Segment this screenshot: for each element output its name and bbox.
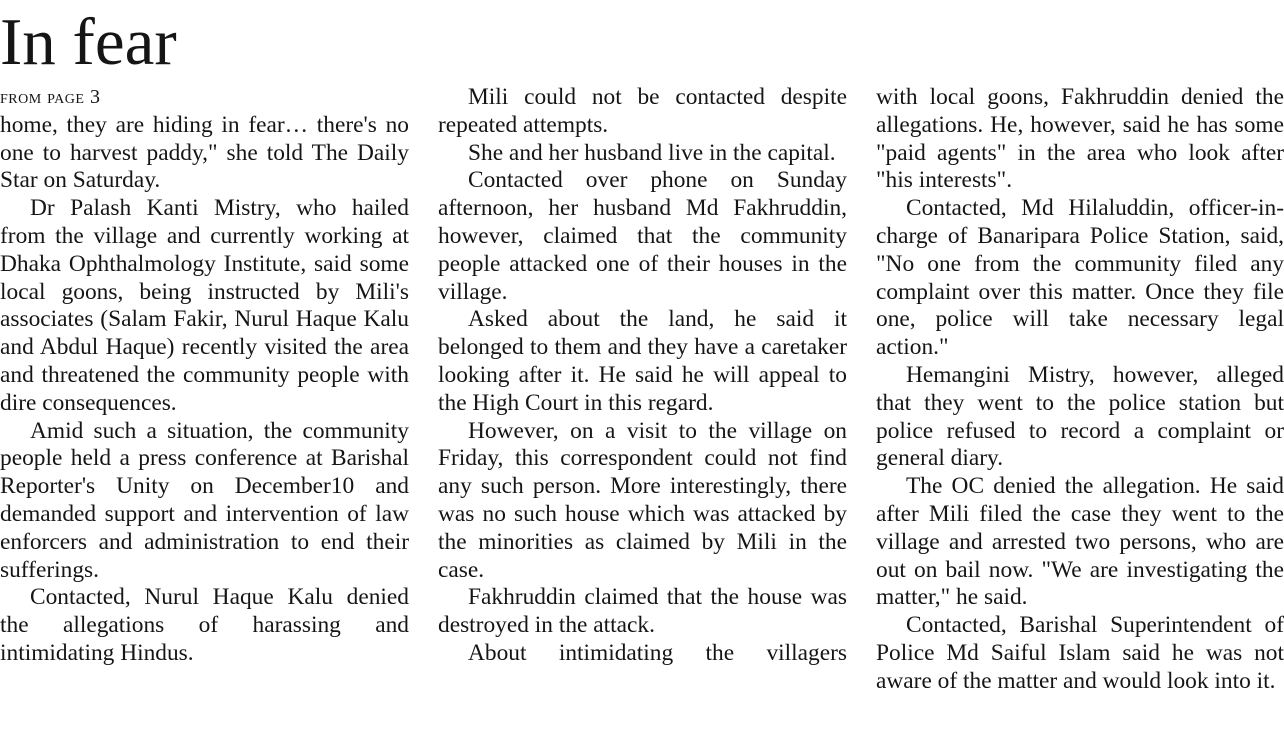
headline: In fear — [0, 5, 177, 79]
article-paragraph: The OC denied the allegation. He said after Mili filed the case they went to the village and arrested two persons, who are out on bail now. "We are investigating the matter," he said. — [876, 473, 1284, 611]
article-column-2 — [438, 84, 847, 668]
article-paragraph: She and her husband live in the capital. — [468, 139, 836, 166]
jump-line: from page 3 — [0, 86, 101, 108]
article-paragraph: Contacted, Nurul Haque Kalu denied the allegations of harassing and intimidating Hindus. — [0, 584, 409, 666]
article-paragraph: Contacted over phone on Sunday afternoon, her husband Md Fakhruddin, however, claimed that the community people attacked one of their houses in the village. — [438, 167, 847, 305]
article-paragraph: home, they are hiding in fear… there's no one to harvest paddy," she told The Daily Star on Saturday. — [0, 111, 409, 194]
article-paragraph: Contacted, Barishal Superintendent of Police Md Saiful Islam said he was not aware of the matter and would look into it. — [876, 612, 1284, 694]
article-paragraph: Amid such a situation, the community people held a press conference at Barishal Reporter's Unity on December10 and demanded support and intervention of law enforcers and administration to end their sufferings. — [0, 417, 409, 583]
article-paragraph: Hemangini Mistry, however, alleged that they went to the police station but police refused to record a complaint or general diary. — [876, 361, 1284, 472]
article-paragraph: Dr Palash Kanti Mistry, who hailed from the village and currently working at Dhaka Ophthalmology Institute, said some local goons, being instructed by Mili's associates (Salam Fakir, Nurul Haque Kalu and Abdul Haque) recently visited the area and threatened the community people with dire consequences. — [0, 195, 409, 416]
article-paragraph: Fakhruddin claimed that the house was destroyed in the attack. — [438, 584, 847, 639]
article-column-3 — [876, 84, 1284, 696]
article-paragraph: with local goons, Fakhruddin denied the allegations. He, however, said he has some "paid agents" in the area who look after "his interests". — [876, 84, 1284, 194]
article-paragraph: However, on a visit to the village on Friday, this correspondent could not find any such person. More interestingly, there was no such house which was attacked by the minorities as claimed by Mili in the case. — [438, 417, 847, 583]
article-column-1 — [0, 84, 409, 668]
article-paragraph: Asked about the land, he said it belonged to them and they have a caretaker looking after it. He said he will appeal to the High Court in this regard. — [438, 306, 847, 416]
article-paragraph: Contacted, Md Hilaluddin, officer-in-charge of Banaripara Police Station, said, "No one from the community filed any complaint over this matter. Once they file one, police will take necessary legal action." — [876, 195, 1284, 361]
article-paragraph: Mili could not be contacted despite repeated attempts. — [438, 84, 847, 138]
article-paragraph: About intimidating the villagers — [468, 639, 847, 666]
